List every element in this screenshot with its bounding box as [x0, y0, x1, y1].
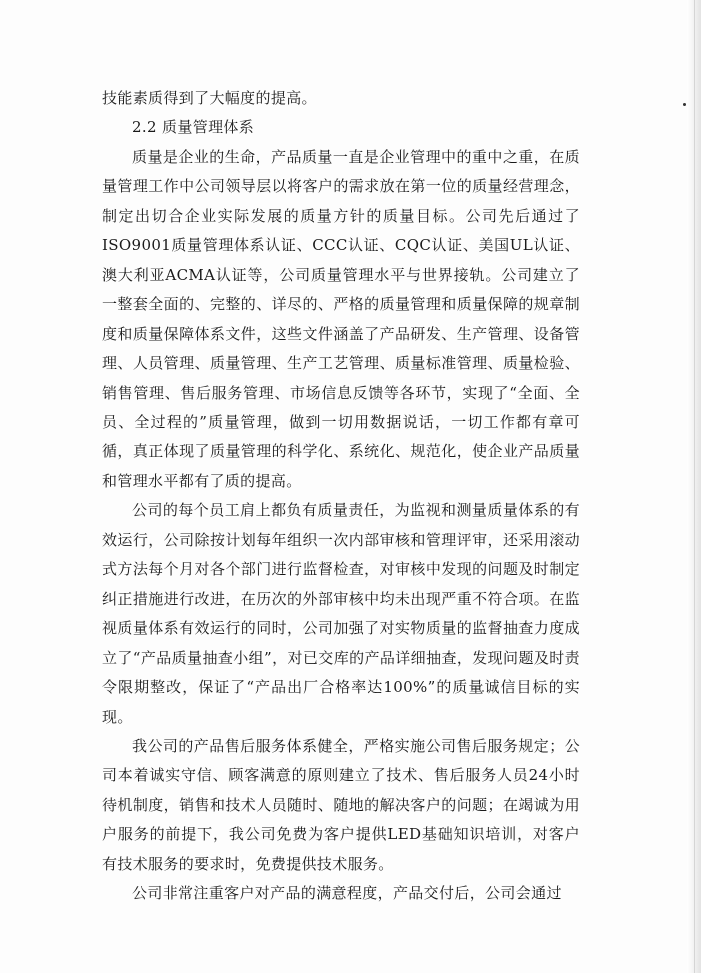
scan-edge-line: [694, 0, 695, 973]
section-heading: 2.2 质量管理体系: [132, 118, 255, 137]
intro-line: 技能素质得到了大幅度的提高。: [102, 89, 317, 107]
paragraph-after-sales: 我公司的产品售后服务体系健全，严格实施公司售后服务规定；公司本着诚实守信、顾客满意的原则建立了技术、售后服务人员24小时待机制度，销售和技术人员随时、随地的解决客户的问题；在竭诚为用户服务的前提下，我公司免费为客户提供LED基础知识培训，对客户有技术服务的要求时，免费提供技术服务。: [102, 736, 580, 873]
paragraph-quality-overview: 质量是企业的生命，产品质量一直是企业管理中的重中之重，在质量管理工作中公司领导层以将客户的需求放在第一位的质量经营理念，制定出切合企业实际发展的质量方针的质量目标。公司先后通过了ISO9001质量管理体系认证、CCC认证、CQC认证、美国UL认证、澳大利亚ACMA认证等，公司质量管理水平与世界接轨。公司建立了一整套全面的、完整的、详尽的、严格的质量管理和质量保障的规章制度和质量保障体系文件，这些文件涵盖了产品研发、生产管理、设备管理、人员管理、质量管理、生产工艺管理、质量标准管理、质量检验、销售管理、售后服务管理、市场信息反馈等各环节，实现了“全面、全员、全过程的”质量管理，做到一切用数据说话，一切工作都有章可循，真正体现了质量管理的科学化、系统化、规范化，使企业产品质量和管理水平都有了质的提高。: [102, 147, 580, 490]
scan-speck: [683, 103, 686, 106]
paragraph-customer-satisfaction: 公司非常注重客户对产品的满意程度，产品交付后，公司会通过: [132, 884, 562, 903]
document-body: [102, 84, 580, 909]
paragraph-quality-responsibility: 公司的每个员工肩上都负有质量责任，为监视和测量质量体系的有效运行，公司除按计划每年组织一次内部审核和管理评审，还采用滚动式方法每个月对各个部门进行监督检查，对审核中发现的问题及时制定纠正措施进行改进，在历次的外部审核中均未出现严重不符合项。在监视质量体系有效运行的同时，公司加强了对实物质量的监督抽查力度成立了“产品质量抽查小组”，对已交库的产品详细抽查，发现问题及时责令限期整改，保证了“产品出厂合格率达100%”的质量诚信目标的实现。: [102, 501, 580, 726]
